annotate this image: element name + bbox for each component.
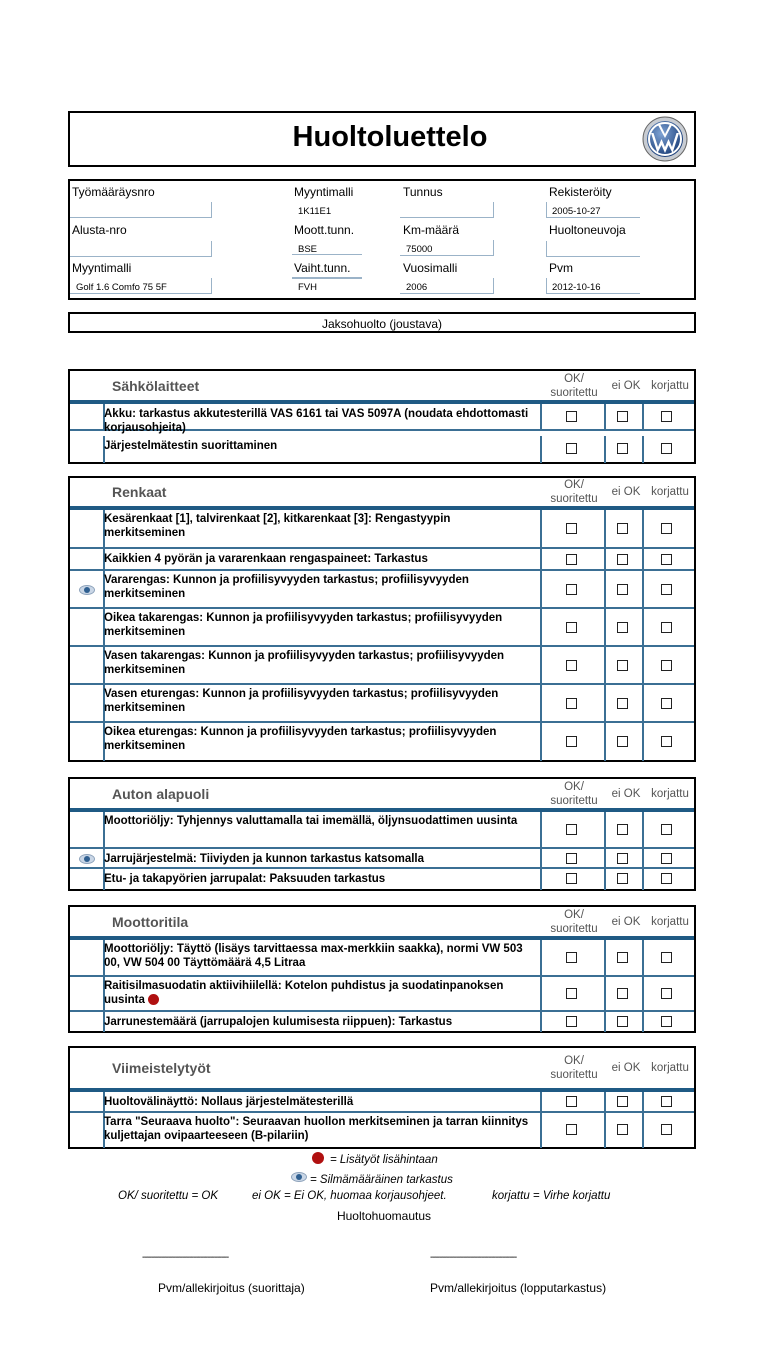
eye-icon [79,585,95,595]
col-divider [540,812,542,847]
ei-ok-checkbox[interactable] [617,873,628,884]
signature-line-right[interactable]: ------------------------------------- [430,1252,517,1263]
page-title: Huoltoluettelo [292,121,488,153]
col-divider [604,549,606,569]
tyomaaraysnro-label: Työmääräysnro [72,185,155,199]
col-divider [604,977,606,1010]
table-row [70,436,694,463]
section-header [70,371,694,400]
korjattu-checkbox[interactable] [661,554,672,565]
table-row [70,977,694,1012]
indicator-cell [70,1012,105,1032]
col-divider [642,1092,644,1111]
ok-checkbox[interactable] [566,411,577,422]
task-label: Vasen takarengas: Kunnon ja profiilisyvyyden tarkastus; profiilisyvyyden merkitseminen [104,650,505,676]
vaiht-value: FVH [298,282,317,293]
task-text [104,1115,534,1143]
huoltoneuvoja-field[interactable] [546,241,640,257]
ok-checkbox[interactable] [566,1124,577,1135]
km-value: 75000 [406,244,433,255]
myyntimalli-value: 1K11E1 [298,206,332,217]
table-row [70,404,694,434]
legend-visual: = Silmämääräinen tarkastus [310,1174,453,1186]
myyntimalli-label: Myyntimalli [294,185,354,199]
col-divider [642,723,644,761]
col-divider [604,1092,606,1111]
eye-icon [291,1172,307,1182]
col-divider [540,571,542,607]
ei-ok-checkbox[interactable] [617,988,628,999]
col-divider [540,510,542,547]
table-row [70,647,694,685]
indicator-cell [70,609,105,645]
ei-ok-checkbox[interactable] [617,554,628,565]
ei-ok-checkbox[interactable] [617,824,628,835]
col-divider [604,1012,606,1032]
ok-checkbox[interactable] [566,698,577,709]
col-divider [540,549,542,569]
col-divider [540,723,542,761]
col-korjattu-header: korjattu [651,379,689,392]
korjattu-checkbox[interactable] [661,1016,672,1027]
col-divider [604,436,606,463]
section-title: Auton alapuoli [112,785,210,802]
korjattu-checkbox[interactable] [661,411,672,422]
indicator-cell [70,436,105,463]
col-divider [540,685,542,721]
task-text [104,1095,534,1109]
tyomaaraysnro-field[interactable] [70,202,212,218]
signature-label-left: Pvm/allekirjoitus (suorittaja) [158,1281,305,1295]
task-label: Huoltovälinäyttö: Nollaus järjestelmätesterillä [104,1096,354,1108]
legend-extra: = Lisätyöt lisähintaan [330,1154,438,1166]
indicator-cell [70,647,105,683]
col-divider [642,1113,644,1148]
col-ok-header: OK/ suoritettu [550,372,598,399]
myyntimalli2-label: Myyntimalli [72,261,132,275]
table-row [70,869,694,890]
vehicle-info-box [68,179,696,300]
col-divider [642,571,644,607]
col-divider [642,647,644,683]
task-label: Jarrujärjestelmä: Tiiviyden ja kunnon tarkastus katsomalla [104,853,425,865]
service-type-box [68,312,696,333]
col-divider [540,1092,542,1111]
task-text [104,852,534,866]
col-divider [642,869,644,890]
task-label: Oikea takarengas: Kunnon ja profiilisyvyyden tarkastus; profiilisyvyyden merkitseminen [104,612,503,638]
section-3 [68,905,696,1033]
ok-checkbox[interactable] [566,1016,577,1027]
legend-ok-def: OK/ suoritettu = OK [118,1190,219,1202]
col-divider [604,723,606,761]
ok-checkbox[interactable] [566,584,577,595]
section-4 [68,1046,696,1149]
col-divider [604,849,606,867]
col-divider [642,685,644,721]
ei-ok-checkbox[interactable] [617,584,628,595]
korjattu-checkbox[interactable] [661,660,672,671]
task-label: Vararengas: Kunnon ja profiilisyvyyden tarkastus; profiilisyvyyden merkitseminen [104,574,469,600]
korjattu-checkbox[interactable] [661,698,672,709]
rekisteroity-value: 2005-10-27 [552,206,601,217]
moott-value: BSE [298,244,318,255]
rekisteroity-label: Rekisteröity [549,185,612,199]
col-divider [642,609,644,645]
task-label: Vasen eturengas: Kunnon ja profiilisyvyyden tarkastus; profiilisyvyyden merkitseminen [104,688,499,714]
section-header [70,907,694,936]
col-divider [604,685,606,721]
vaiht-label: Vaiht.tunn. [294,261,351,275]
indicator-cell [70,685,105,721]
ei-ok-checkbox[interactable] [617,1016,628,1027]
col-divider [642,1012,644,1032]
tunnus-field[interactable] [400,202,494,218]
table-row [70,812,694,849]
ok-checkbox[interactable] [566,622,577,633]
task-label: Kaikkien 4 pyörän ja vararenkaan rengaspaineet: Tarkastus [104,553,428,565]
korjattu-checkbox[interactable] [661,1096,672,1107]
task-label: Etu- ja takapyörien jarrupalat: Paksuuden tarkastus [104,873,386,885]
col-divider [540,436,542,463]
task-text [104,649,534,677]
col-ok-header: OK/ suoritettu [550,908,598,935]
col-korjattu-header: korjattu [651,1062,689,1074]
ok-checkbox[interactable] [566,660,577,671]
col-divider [642,510,644,547]
table-row [70,685,694,723]
ei-ok-checkbox[interactable] [617,622,628,633]
moott-label: Moott.tunn. [294,223,355,237]
section-title: Viimeistelytyöt [112,1060,211,1076]
task-label: Raitisilmasuodatin aktiivihiilellä: Kotelon puhdistus ja suodatinpanoksen uusinta [104,980,504,1006]
ei-ok-checkbox[interactable] [617,523,628,534]
ok-checkbox[interactable] [566,1096,577,1107]
table-row [70,549,694,571]
task-text [104,439,534,453]
task-label: Akku: tarkastus akkutesterillä VAS 6161 tai VAS 5097A (noudata ehdottomasti korjausohjeita) [104,408,529,434]
col-divider [604,869,606,890]
korjattu-checkbox[interactable] [661,952,672,963]
col-divider [540,1113,542,1148]
vuosimalli-field[interactable] [400,278,494,294]
alusta-label: Alusta-nro [72,223,127,237]
indicator-cell [70,404,105,429]
col-divider [540,849,542,867]
ok-checkbox[interactable] [566,824,577,835]
col-divider [540,1012,542,1032]
indicator-cell [70,977,105,1010]
task-label: Järjestelmätestin suorittaminen [104,440,278,452]
ei-ok-checkbox[interactable] [617,411,628,422]
korjattu-checkbox[interactable] [661,443,672,454]
korjattu-checkbox[interactable] [661,824,672,835]
task-label: Oikea eturengas: Kunnon ja profiilisyvyyden tarkastus; profiilisyvyyden merkitseminen [104,726,497,752]
table-row [70,510,694,549]
col-korjattu-header: korjattu [651,915,689,928]
col-divider [604,510,606,547]
indicator-cell [70,549,105,569]
legend-korjattu-def: korjattu = Virhe korjattu [492,1190,611,1202]
task-text [104,725,534,753]
eye-icon [79,854,95,864]
indicator-cell [70,1092,105,1111]
col-divider [604,571,606,607]
col-eiok-header: ei OK [611,787,641,800]
ok-checkbox[interactable] [566,736,577,747]
korjattu-checkbox[interactable] [661,736,672,747]
signature-label-right: Pvm/allekirjoitus (lopputarkastus) [430,1281,607,1295]
col-divider [604,940,606,975]
indicator-cell [70,1113,105,1148]
table-row [70,609,694,647]
pvm-value: 2012-10-16 [552,282,601,293]
myyntimalli2-value: Golf 1.6 Comfo 75 5F [76,282,167,293]
tunnus-label: Tunnus [403,185,443,199]
korjattu-checkbox[interactable] [661,873,672,884]
moott-field[interactable] [292,239,362,255]
myyntimalli2-field[interactable] [70,278,212,294]
col-divider [540,869,542,890]
service-type-label: Jaksohuolto (joustava) [321,317,443,331]
col-divider [540,647,542,683]
task-text [104,552,534,566]
table-row [70,940,694,977]
pvm-label: Pvm [549,261,573,275]
ok-checkbox[interactable] [566,853,577,864]
col-eiok-header: ei OK [611,486,641,498]
vuosimalli-label: Vuosimalli [403,261,458,275]
task-text [104,407,534,435]
ok-checkbox[interactable] [566,554,577,565]
col-korjattu-header: korjattu [651,486,689,498]
ok-checkbox[interactable] [566,873,577,884]
task-text [104,611,534,639]
task-label: Kesärenkaat [1], talvirenkaat [2], kitkarenkaat [3]: Rengastyypin merkitseminen [104,513,451,539]
task-text [104,512,534,540]
korjattu-checkbox[interactable] [661,853,672,864]
indicator-cell [70,723,105,761]
ei-ok-checkbox[interactable] [617,952,628,963]
ei-ok-checkbox[interactable] [617,853,628,864]
pvm-field[interactable] [546,278,640,294]
ei-ok-checkbox[interactable] [617,443,628,454]
table-row [70,571,694,609]
ok-checkbox[interactable] [566,443,577,454]
ok-checkbox[interactable] [566,988,577,999]
col-divider [642,549,644,569]
col-eiok-header: ei OK [611,915,641,928]
title-box [68,111,696,167]
ok-checkbox[interactable] [566,952,577,963]
col-divider [642,977,644,1010]
section-title: Moottoritila [112,913,189,930]
korjattu-checkbox[interactable] [661,988,672,999]
table-row [70,849,694,869]
task-label: Tarra "Seuraava huolto": Seuraavan huollon merkitseminen ja tarran kiinnitys kuljettajan ovipaarteeseen (B-pilariin) [104,1116,529,1142]
ei-ok-checkbox[interactable] [617,736,628,747]
ei-ok-checkbox[interactable] [617,1096,628,1107]
section-title: Renkaat [112,484,167,500]
col-divider [604,404,606,429]
section-header [70,1048,694,1088]
table-row [70,1012,694,1032]
col-divider [642,812,644,847]
col-divider [604,609,606,645]
ei-ok-checkbox[interactable] [617,1124,628,1135]
col-divider [540,940,542,975]
task-text [104,573,534,601]
section-title: Sähkölaitteet [112,377,200,394]
col-divider [540,609,542,645]
section-1 [68,476,696,762]
vuosimalli-value: 2006 [406,282,428,293]
korjattu-checkbox[interactable] [661,622,672,633]
task-label: Jarrunestemäärä (jarrupalojen kulumisesta riippuen): Tarkastus [104,1016,453,1028]
col-divider [604,1113,606,1148]
legend-eiok-def: ei OK = Ei OK, huomaa korjausohjeet. [252,1190,447,1202]
korjattu-checkbox[interactable] [661,1124,672,1135]
task-text [104,687,534,715]
korjattu-checkbox[interactable] [661,523,672,534]
task-label: Moottoriöljy: Tyhjennys valuttamalla tai imemällä, öljynsuodattimen uusinta [104,815,518,827]
section-header [70,779,694,808]
section-2 [68,777,696,891]
col-eiok-header: ei OK [611,1062,641,1074]
table-row [70,723,694,761]
extra-work-dot-icon [312,1152,324,1164]
indicator-cell [70,812,105,847]
col-ok-header: OK/ suoritettu [550,479,598,505]
col-ok-header: OK/ suoritettu [550,780,598,807]
vaiht-field[interactable] [292,277,362,279]
indicator-cell [70,869,105,890]
ok-checkbox[interactable] [566,523,577,534]
task-text [104,979,534,1007]
km-label: Km-määrä [403,223,460,237]
col-divider [642,849,644,867]
task-text [104,942,534,970]
col-ok-header: OK/ suoritettu [550,1055,598,1081]
ei-ok-checkbox[interactable] [617,660,628,671]
col-divider [642,940,644,975]
col-divider [604,812,606,847]
col-divider [642,436,644,463]
col-eiok-header: ei OK [611,379,641,392]
task-text [104,872,534,886]
table-row [70,1113,694,1148]
section-0 [68,369,696,464]
alusta-field[interactable] [70,241,212,257]
korjattu-checkbox[interactable] [661,584,672,595]
indicator-cell [70,510,105,547]
task-label: Moottoriöljy: Täyttö (lisäys tarvittaessa max-merkkiin saakka), normi VW 503 00, VW 504 00 Täyttömäärä 4,5 Litraa [104,943,523,969]
service-remark-label: Huoltohuomautus [336,1209,432,1223]
km-field[interactable] [400,240,494,256]
col-korjattu-header: korjattu [651,787,689,800]
col-divider [642,404,644,429]
ei-ok-checkbox[interactable] [617,698,628,709]
vw-logo-icon [642,116,688,162]
signature-line-left[interactable]: ------------------------------------- [142,1252,229,1263]
indicator-cell [70,940,105,975]
task-text [104,1015,534,1029]
col-divider [604,647,606,683]
col-divider [540,404,542,429]
col-divider [540,977,542,1010]
task-text [104,814,534,828]
extra-work-dot-icon [148,994,159,1005]
table-row [70,1092,694,1113]
section-header [70,478,694,506]
huoltoneuvoja-label: Huoltoneuvoja [549,223,626,237]
rekisteroity-field[interactable] [546,202,640,218]
